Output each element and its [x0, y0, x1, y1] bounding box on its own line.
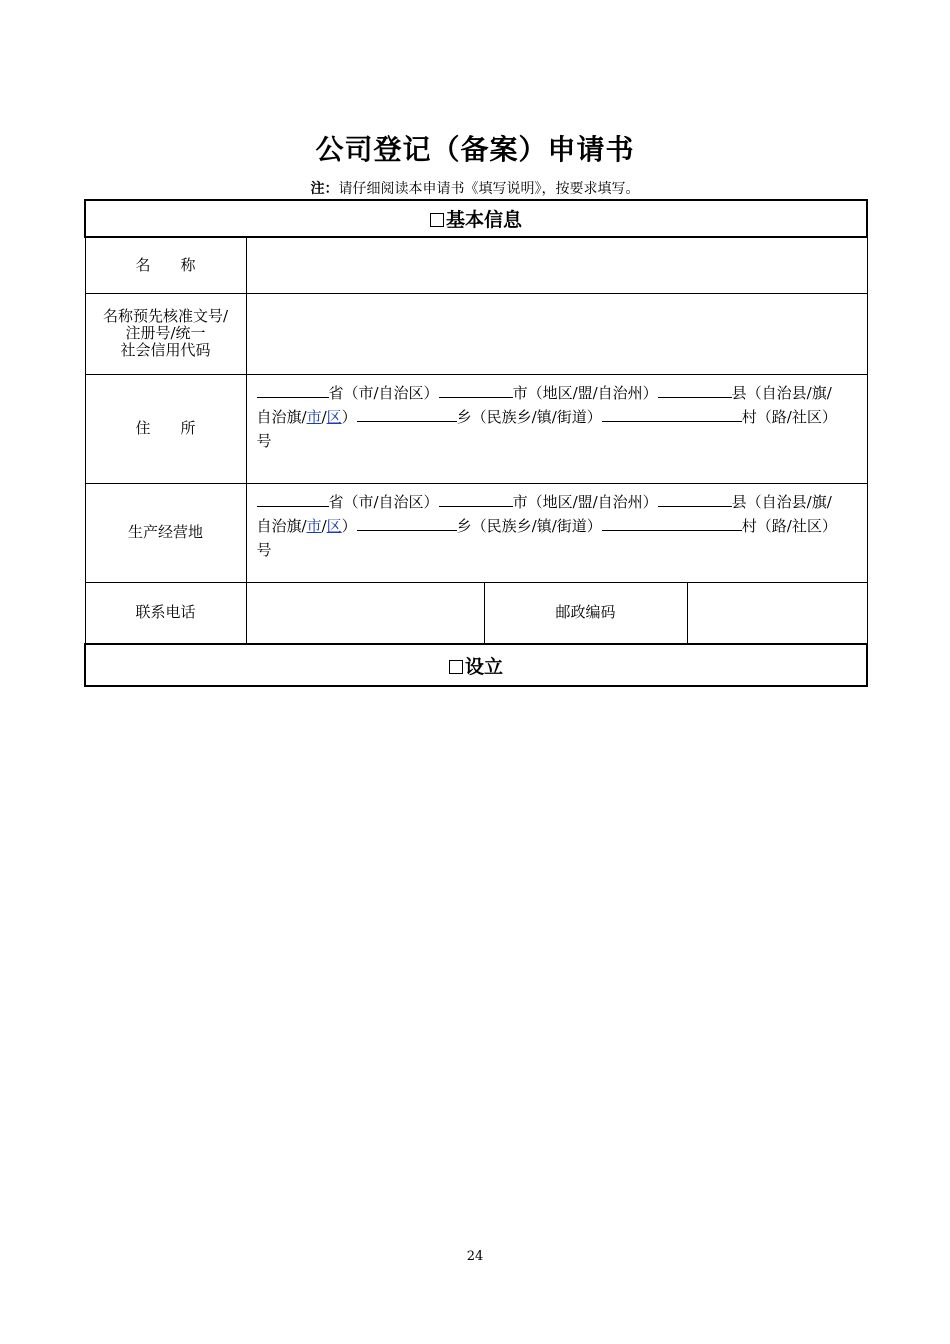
code-label-line3: 社会信用代码: [120, 341, 211, 359]
section-row-basic-info: [85, 200, 867, 237]
phone-label: 联系电话: [85, 582, 246, 644]
county-label: 县（自治县/旗/: [731, 492, 832, 511]
application-form-table: [84, 199, 868, 687]
city-label: 市（地区/盟/自治州）: [512, 492, 658, 511]
name-label: 名 称: [85, 237, 246, 293]
section-establish-label: 设立: [465, 655, 504, 678]
code-label-line1: 名称预先核准文号/: [102, 307, 229, 325]
note-prefix: 注：: [310, 181, 339, 197]
township-blank[interactable]: [357, 407, 457, 422]
code-label: [85, 293, 246, 374]
residence-address-field[interactable]: [246, 374, 867, 483]
province-blank[interactable]: [257, 383, 329, 398]
section-basic-info: [85, 200, 867, 237]
township-blank[interactable]: [357, 516, 457, 531]
close-paren: ）: [341, 516, 357, 535]
establish-checkbox[interactable]: [449, 660, 463, 674]
township-label: 乡（民族乡/镇/街道）: [456, 516, 602, 535]
basic-info-checkbox[interactable]: [430, 213, 444, 227]
district-link[interactable]: 区: [326, 407, 342, 426]
province-label: 省（市/自治区）: [328, 492, 439, 511]
province-blank[interactable]: [257, 492, 329, 507]
code-row: [85, 293, 867, 374]
province-label: 省（市/自治区）: [328, 383, 439, 402]
city-link[interactable]: 市: [306, 407, 322, 426]
slash: /: [321, 407, 327, 426]
business-place-address-field[interactable]: [246, 483, 867, 582]
county-blank[interactable]: [658, 492, 732, 507]
residence-row: [85, 374, 867, 483]
city-blank[interactable]: [439, 492, 513, 507]
village-label: 村（路/社区）: [741, 407, 837, 426]
section-basic-info-label: 基本信息: [446, 209, 523, 231]
business-place-label: 生产经营地: [85, 483, 246, 582]
district-link[interactable]: 区: [326, 516, 342, 535]
county-label-cont: 自治旗/: [256, 407, 307, 426]
village-blank[interactable]: [602, 407, 742, 422]
village-label: 村（路/社区）: [741, 516, 837, 535]
code-label-line2: 注册号/统一: [125, 324, 206, 342]
form-note: [0, 178, 950, 198]
city-blank[interactable]: [439, 383, 513, 398]
village-blank[interactable]: [602, 516, 742, 531]
name-row: [85, 237, 867, 293]
form-title: 公司登记（备案）申请书: [315, 133, 635, 166]
postal-field[interactable]: [687, 582, 867, 644]
section-row-establish: [85, 644, 867, 686]
page-number: 24: [466, 1249, 484, 1264]
postal-label: 邮政编码: [484, 582, 687, 644]
county-blank[interactable]: [658, 383, 732, 398]
section-establish: [85, 644, 867, 686]
close-paren: ）: [341, 407, 357, 426]
number-label: 号: [256, 431, 272, 450]
note-text: 请仔细阅读本申请书《填写说明》，按要求填写。: [338, 181, 640, 197]
city-link[interactable]: 市: [306, 516, 322, 535]
county-label-cont: 自治旗/: [256, 516, 307, 535]
county-label: 县（自治县/旗/: [731, 383, 832, 402]
code-field[interactable]: [246, 293, 867, 374]
township-label: 乡（民族乡/镇/街道）: [456, 407, 602, 426]
residence-label: 住 所: [85, 374, 246, 483]
business-place-row: [85, 483, 867, 582]
phone-field[interactable]: [246, 582, 484, 644]
city-label: 市（地区/盟/自治州）: [512, 383, 658, 402]
contact-row: [85, 582, 867, 644]
slash: /: [321, 516, 327, 535]
number-label: 号: [256, 540, 272, 559]
name-field[interactable]: [246, 237, 867, 293]
